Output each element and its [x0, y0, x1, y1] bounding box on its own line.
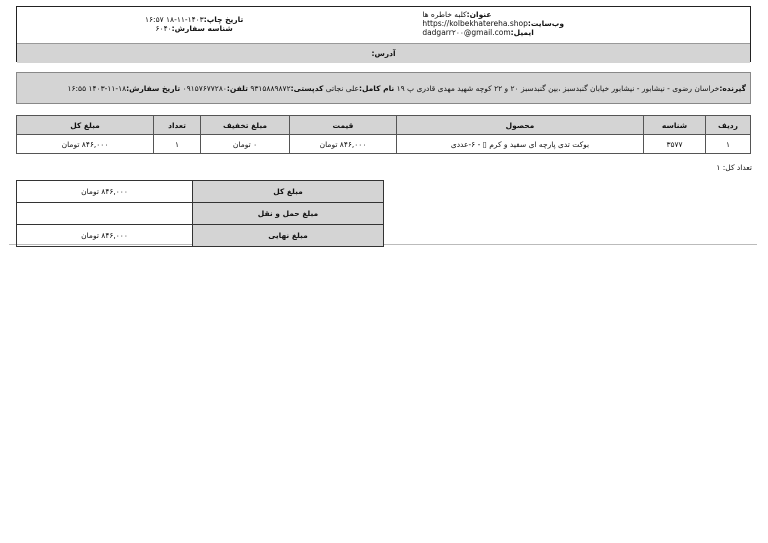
col-discount: مبلغ تخفیف [201, 116, 290, 135]
final-total-value: ۸۴۶,۰۰۰ تومان [17, 225, 193, 247]
summary-table [16, 180, 384, 247]
summary-row-final [17, 225, 384, 247]
address-bar [17, 43, 750, 63]
subtotal-value: ۸۴۶,۰۰۰ تومان [17, 181, 193, 203]
store-email: dadgarr۲۰۰@gmail.com [422, 28, 511, 37]
product-name: بوکت تدی پارچه ای سفید و کرم ▯ - ۶-عددی [397, 135, 644, 154]
shipping-value [17, 203, 193, 225]
col-product: محصول [397, 116, 644, 135]
receiver-phone: ۰۹۱۵۷۶۷۷۲۸۰ [182, 83, 227, 93]
shipping-label: مبلغ حمل و نقل [193, 203, 384, 225]
receiver-box [16, 72, 751, 104]
product-price: ۸۴۶,۰۰۰ تومان [290, 135, 397, 154]
col-row-number: ردیف [706, 116, 751, 135]
product-quantity: ۱ [154, 135, 201, 154]
final-total-label: مبلغ نهایی [193, 225, 384, 247]
subtotal-label: مبلغ کل [193, 181, 384, 203]
summary-row-shipping [17, 203, 384, 225]
order-date: ۱۴۰۳-۱۱-۱۸ ۱۶:۵۵ [67, 83, 127, 93]
receiver-postal-label: کدپستی: [290, 83, 324, 93]
receiver-address: خراسان رضوی - نیشابور - نیشابور خیابان گنبدسبز ،بین گنبدسبز ۲۰ و ۲۲ کوچه شهید مهدی قادری پ ۱۹ [396, 83, 720, 93]
col-price: قیمت [290, 116, 397, 135]
receiver-name-label: نام کامل: [358, 83, 395, 93]
items-header-row [17, 116, 751, 135]
store-info [422, 10, 564, 37]
items-table [16, 115, 751, 154]
print-date: ۱۴۰۳-۱۱-۱۸ ۱۶:۵۷ [145, 15, 204, 24]
receiver-postal: ۹۳۱۵۸۸۹۸۷۲ [250, 83, 291, 93]
store-website-label: وب‌سایت: [527, 19, 564, 28]
table-row [17, 135, 751, 154]
print-info [145, 15, 243, 33]
print-date-label: تاریخ چاپ: [203, 15, 244, 24]
product-discount: ۰ تومان [201, 135, 290, 154]
product-line-total: ۸۴۶,۰۰۰ تومان [17, 135, 154, 154]
product-id: ۳۵۷۷ [644, 135, 706, 154]
row-number: ۱ [706, 135, 751, 154]
col-line-total: مبلغ کل [17, 116, 154, 135]
col-quantity: تعداد [154, 116, 201, 135]
address-label: آدرس: [371, 49, 396, 58]
invoice-header [16, 6, 751, 62]
store-title-label: عنوان: [466, 10, 492, 19]
order-id: ۶۰۴۰ [155, 24, 172, 33]
summary-row-subtotal [17, 181, 384, 203]
order-date-label: تاریخ سفارش: [126, 83, 181, 93]
order-id-label: شناسه سفارش: [171, 24, 233, 33]
store-email-label: ایمیل: [510, 28, 534, 37]
total-count: تعداد کل: ۱ [716, 163, 752, 172]
receiver-phone-label: تلفن: [226, 83, 248, 93]
receiver-label: گیرنده: [719, 83, 746, 93]
store-title: کلبه خاطره ها [422, 10, 467, 19]
receiver-name: علی نجاتی [325, 83, 359, 93]
col-product-id: شناسه [644, 116, 706, 135]
store-website: https://kolbekhatereha.shop [422, 19, 528, 28]
